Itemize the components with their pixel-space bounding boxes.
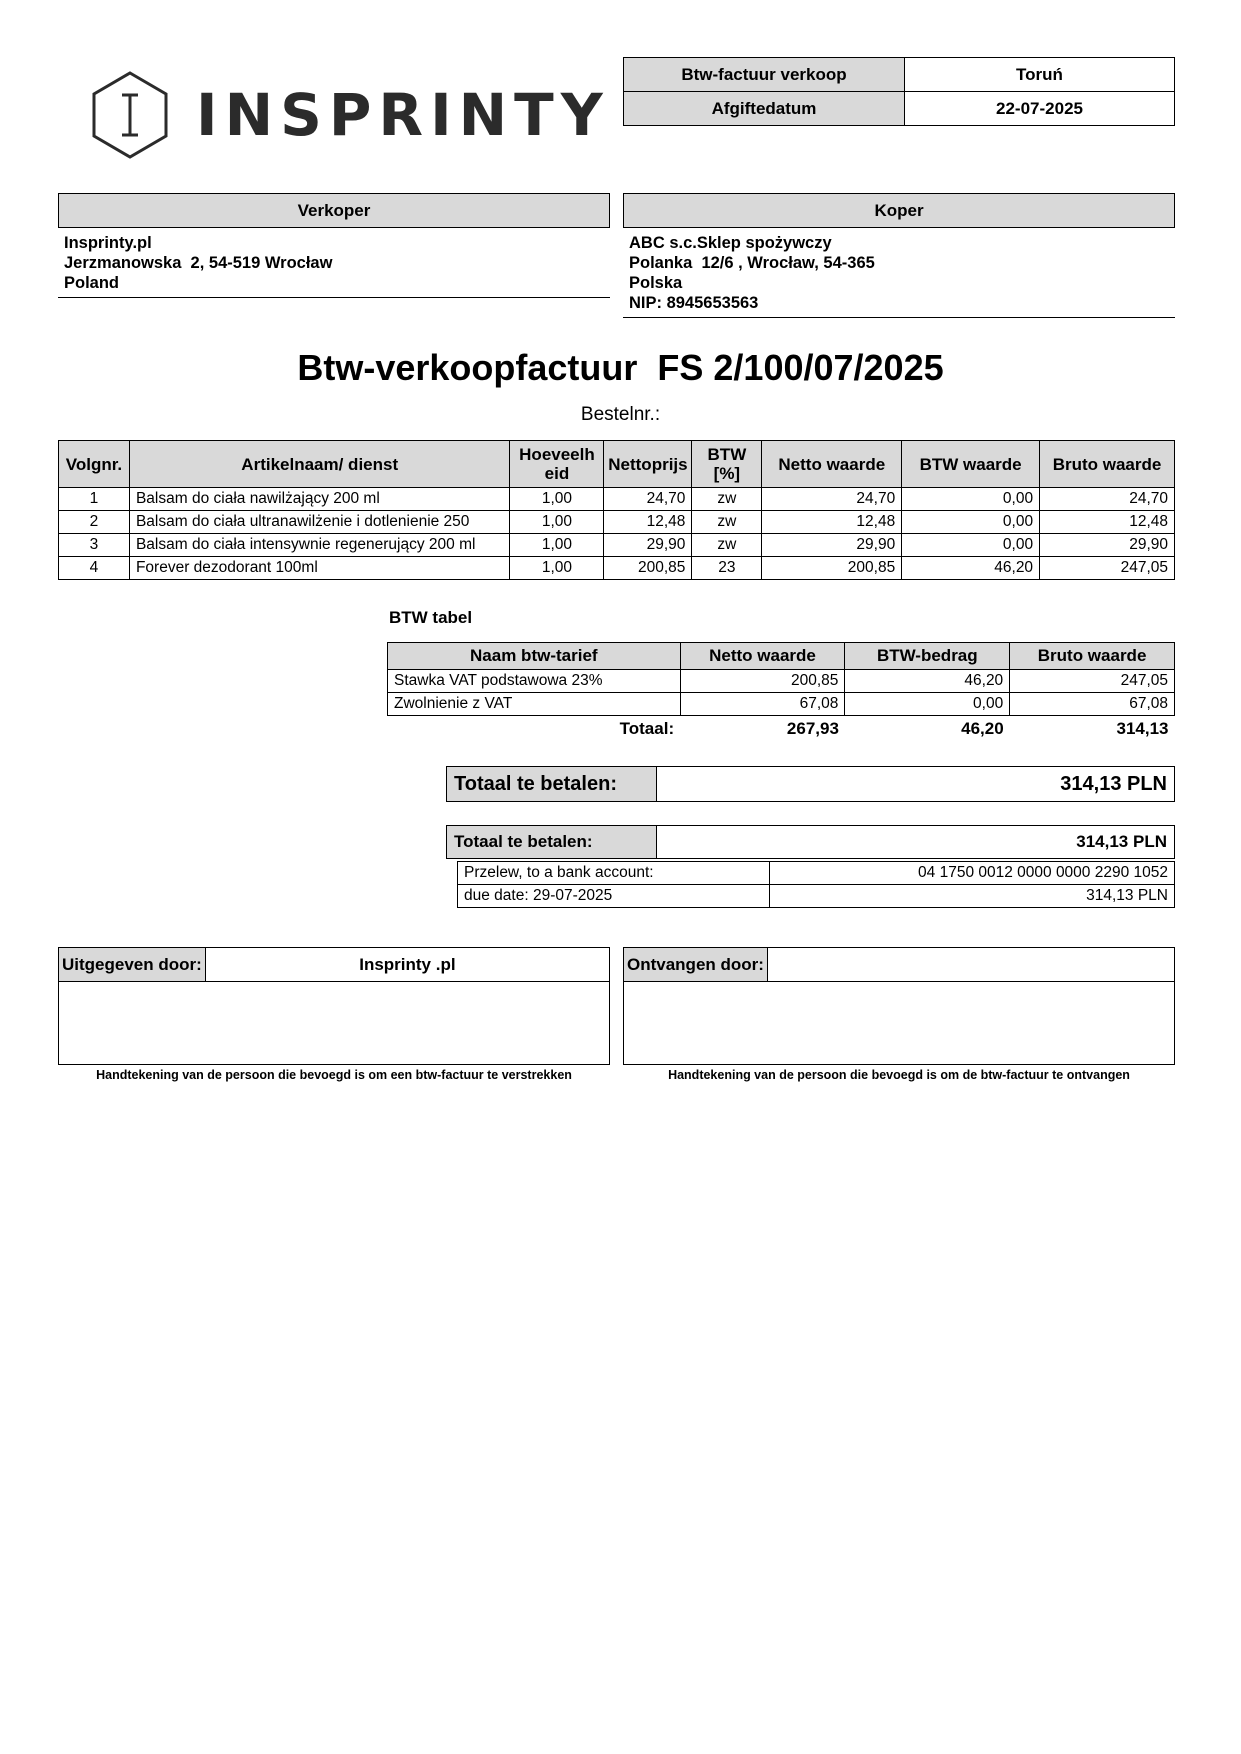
payment-method: Przelew, to a bank account: <box>458 862 770 885</box>
received-by-section <box>623 947 1175 1082</box>
table-row <box>388 670 1175 693</box>
seller-line: Poland <box>64 274 120 292</box>
item-net-price: 12,48 <box>604 511 692 534</box>
item-vat-value: 0,00 <box>902 534 1040 557</box>
total-due-label: Totaal te betalen: <box>447 826 657 859</box>
vat-total-gross: 314,13 <box>1116 719 1169 738</box>
vat-net-value: 200,85 <box>680 670 845 693</box>
total-due-box <box>446 766 1175 802</box>
table-row <box>59 534 1175 557</box>
invoice-type-label: Btw-factuur verkoop <box>624 58 905 92</box>
invoice-place: Toruń <box>905 58 1175 92</box>
item-index: 1 <box>59 488 130 511</box>
vat-rate-name: Zwolnienie z VAT <box>388 693 681 716</box>
issue-date-value: 22-07-2025 <box>905 92 1175 126</box>
item-quantity: 1,00 <box>510 557 604 580</box>
vat-total-amount: 46,20 <box>961 719 1004 738</box>
item-quantity: 1,00 <box>510 488 604 511</box>
order-number-label: Bestelnr.: <box>580 404 661 425</box>
total-due-box-secondary <box>446 825 1175 859</box>
item-net-value: 12,48 <box>762 511 902 534</box>
column-header: BTW [%] <box>692 441 762 488</box>
item-name: Balsam do ciała intensywnie regenerujący 200 ml <box>129 534 510 557</box>
item-name: Balsam do ciała ultranawilżenie i dotlenienie 250 <box>129 511 510 534</box>
items-table <box>58 440 1175 580</box>
buyer-line: ABC s.c.Sklep spożywczy <box>629 234 832 252</box>
item-vat-rate: zw <box>692 511 762 534</box>
item-net-value: 200,85 <box>762 557 902 580</box>
column-header: Bruto waarde <box>1010 643 1175 670</box>
item-gross-value: 24,70 <box>1040 488 1175 511</box>
receiver-signature-box <box>623 981 1175 1065</box>
due-amount: 314,13 PLN <box>769 885 1174 908</box>
vat-total-row <box>388 716 1175 743</box>
column-header: Hoeveelh eid <box>510 441 604 488</box>
receiver-signature-caption: Handtekening van de persoon die bevoegd is om de btw-factuur te ontvangen <box>668 1068 1130 1082</box>
company-logo <box>90 70 610 160</box>
column-header: BTW-bedrag <box>845 643 1010 670</box>
issued-by-value: Insprinty .pl <box>359 955 456 974</box>
item-name: Balsam do ciała nawilżający 200 ml <box>129 488 510 511</box>
table-row <box>59 488 1175 511</box>
item-net-value: 24,70 <box>762 488 902 511</box>
table-row <box>59 557 1175 580</box>
hexagon-i-icon <box>90 70 170 160</box>
vat-total-label: Totaal: <box>619 719 675 738</box>
column-header: BTW waarde <box>902 441 1040 488</box>
item-gross-value: 29,90 <box>1040 534 1175 557</box>
items-header-row <box>59 441 1175 488</box>
bank-account-number: 04 1750 0012 0000 0000 2290 1052 <box>769 862 1174 885</box>
column-header: Artikelnaam/ dienst <box>129 441 510 488</box>
item-vat-value: 0,00 <box>902 511 1040 534</box>
issued-by-section <box>58 947 610 1082</box>
document-title: Btw-verkoopfactuur FS 2/100/07/2025 <box>297 347 944 388</box>
item-net-value: 29,90 <box>762 534 902 557</box>
table-row <box>458 862 1175 885</box>
issuer-signature-box <box>58 981 610 1065</box>
item-vat-rate: zw <box>692 534 762 557</box>
vat-amount: 46,20 <box>845 670 1010 693</box>
buyer-title: Koper <box>623 193 1175 228</box>
seller-title: Verkoper <box>58 193 610 228</box>
item-net-price: 24,70 <box>604 488 692 511</box>
column-header: Naam btw-tarief <box>388 643 681 670</box>
issue-date-label: Afgiftedatum <box>624 92 905 126</box>
total-due-value: 314,13 PLN <box>657 767 1175 802</box>
vat-total-net: 267,93 <box>786 719 839 738</box>
item-index: 3 <box>59 534 130 557</box>
vat-amount: 0,00 <box>845 693 1010 716</box>
payment-details <box>457 861 1175 908</box>
received-by-value <box>768 948 1174 981</box>
item-vat-value: 0,00 <box>902 488 1040 511</box>
vat-rate-name: Stawka VAT podstawowa 23% <box>388 670 681 693</box>
vat-gross-value: 67,08 <box>1010 693 1175 716</box>
seller-section <box>58 193 610 298</box>
item-name: Forever dezodorant 100ml <box>129 557 510 580</box>
column-header: Volgnr. <box>59 441 130 488</box>
item-vat-value: 46,20 <box>902 557 1040 580</box>
issued-by-label: Uitgegeven door: <box>59 948 206 981</box>
item-quantity: 1,00 <box>510 511 604 534</box>
seller-line: Insprinty.pl <box>64 234 152 252</box>
logo-wordmark: INSPRINTY <box>196 81 610 149</box>
seller-address <box>58 228 610 298</box>
item-vat-rate: 23 <box>692 557 762 580</box>
issuer-signature-caption: Handtekening van de persoon die bevoegd is om een btw-factuur te verstrekken <box>96 1068 572 1082</box>
column-header: Nettoprijs <box>604 441 692 488</box>
table-row <box>59 511 1175 534</box>
table-row <box>388 693 1175 716</box>
vat-gross-value: 247,05 <box>1010 670 1175 693</box>
total-due-label: Totaal te betalen: <box>447 767 657 802</box>
total-due-value: 314,13 PLN <box>657 826 1175 859</box>
buyer-address <box>623 228 1175 318</box>
item-vat-rate: zw <box>692 488 762 511</box>
item-index: 2 <box>59 511 130 534</box>
item-gross-value: 247,05 <box>1040 557 1175 580</box>
column-header: Netto waarde <box>762 441 902 488</box>
item-net-price: 29,90 <box>604 534 692 557</box>
column-header: Bruto waarde <box>1040 441 1175 488</box>
due-date: due date: 29-07-2025 <box>458 885 770 908</box>
table-row <box>458 885 1175 908</box>
item-quantity: 1,00 <box>510 534 604 557</box>
buyer-line: Polska <box>629 274 683 292</box>
vat-summary-table <box>387 642 1175 742</box>
received-by-label: Ontvangen door: <box>624 948 768 981</box>
item-net-price: 200,85 <box>604 557 692 580</box>
seller-line: Jerzmanowska 2, 54-519 Wrocław <box>64 254 333 272</box>
vat-header-row <box>388 643 1175 670</box>
invoice-header-box <box>623 57 1175 126</box>
buyer-section <box>623 193 1175 318</box>
vat-table-title: BTW tabel <box>389 608 473 627</box>
buyer-line: Polanka 12/6 , Wrocław, 54-365 <box>629 254 875 272</box>
vat-net-value: 67,08 <box>680 693 845 716</box>
column-header: Netto waarde <box>680 643 845 670</box>
item-gross-value: 12,48 <box>1040 511 1175 534</box>
buyer-line: NIP: 8945653563 <box>629 294 759 312</box>
item-index: 4 <box>59 557 130 580</box>
